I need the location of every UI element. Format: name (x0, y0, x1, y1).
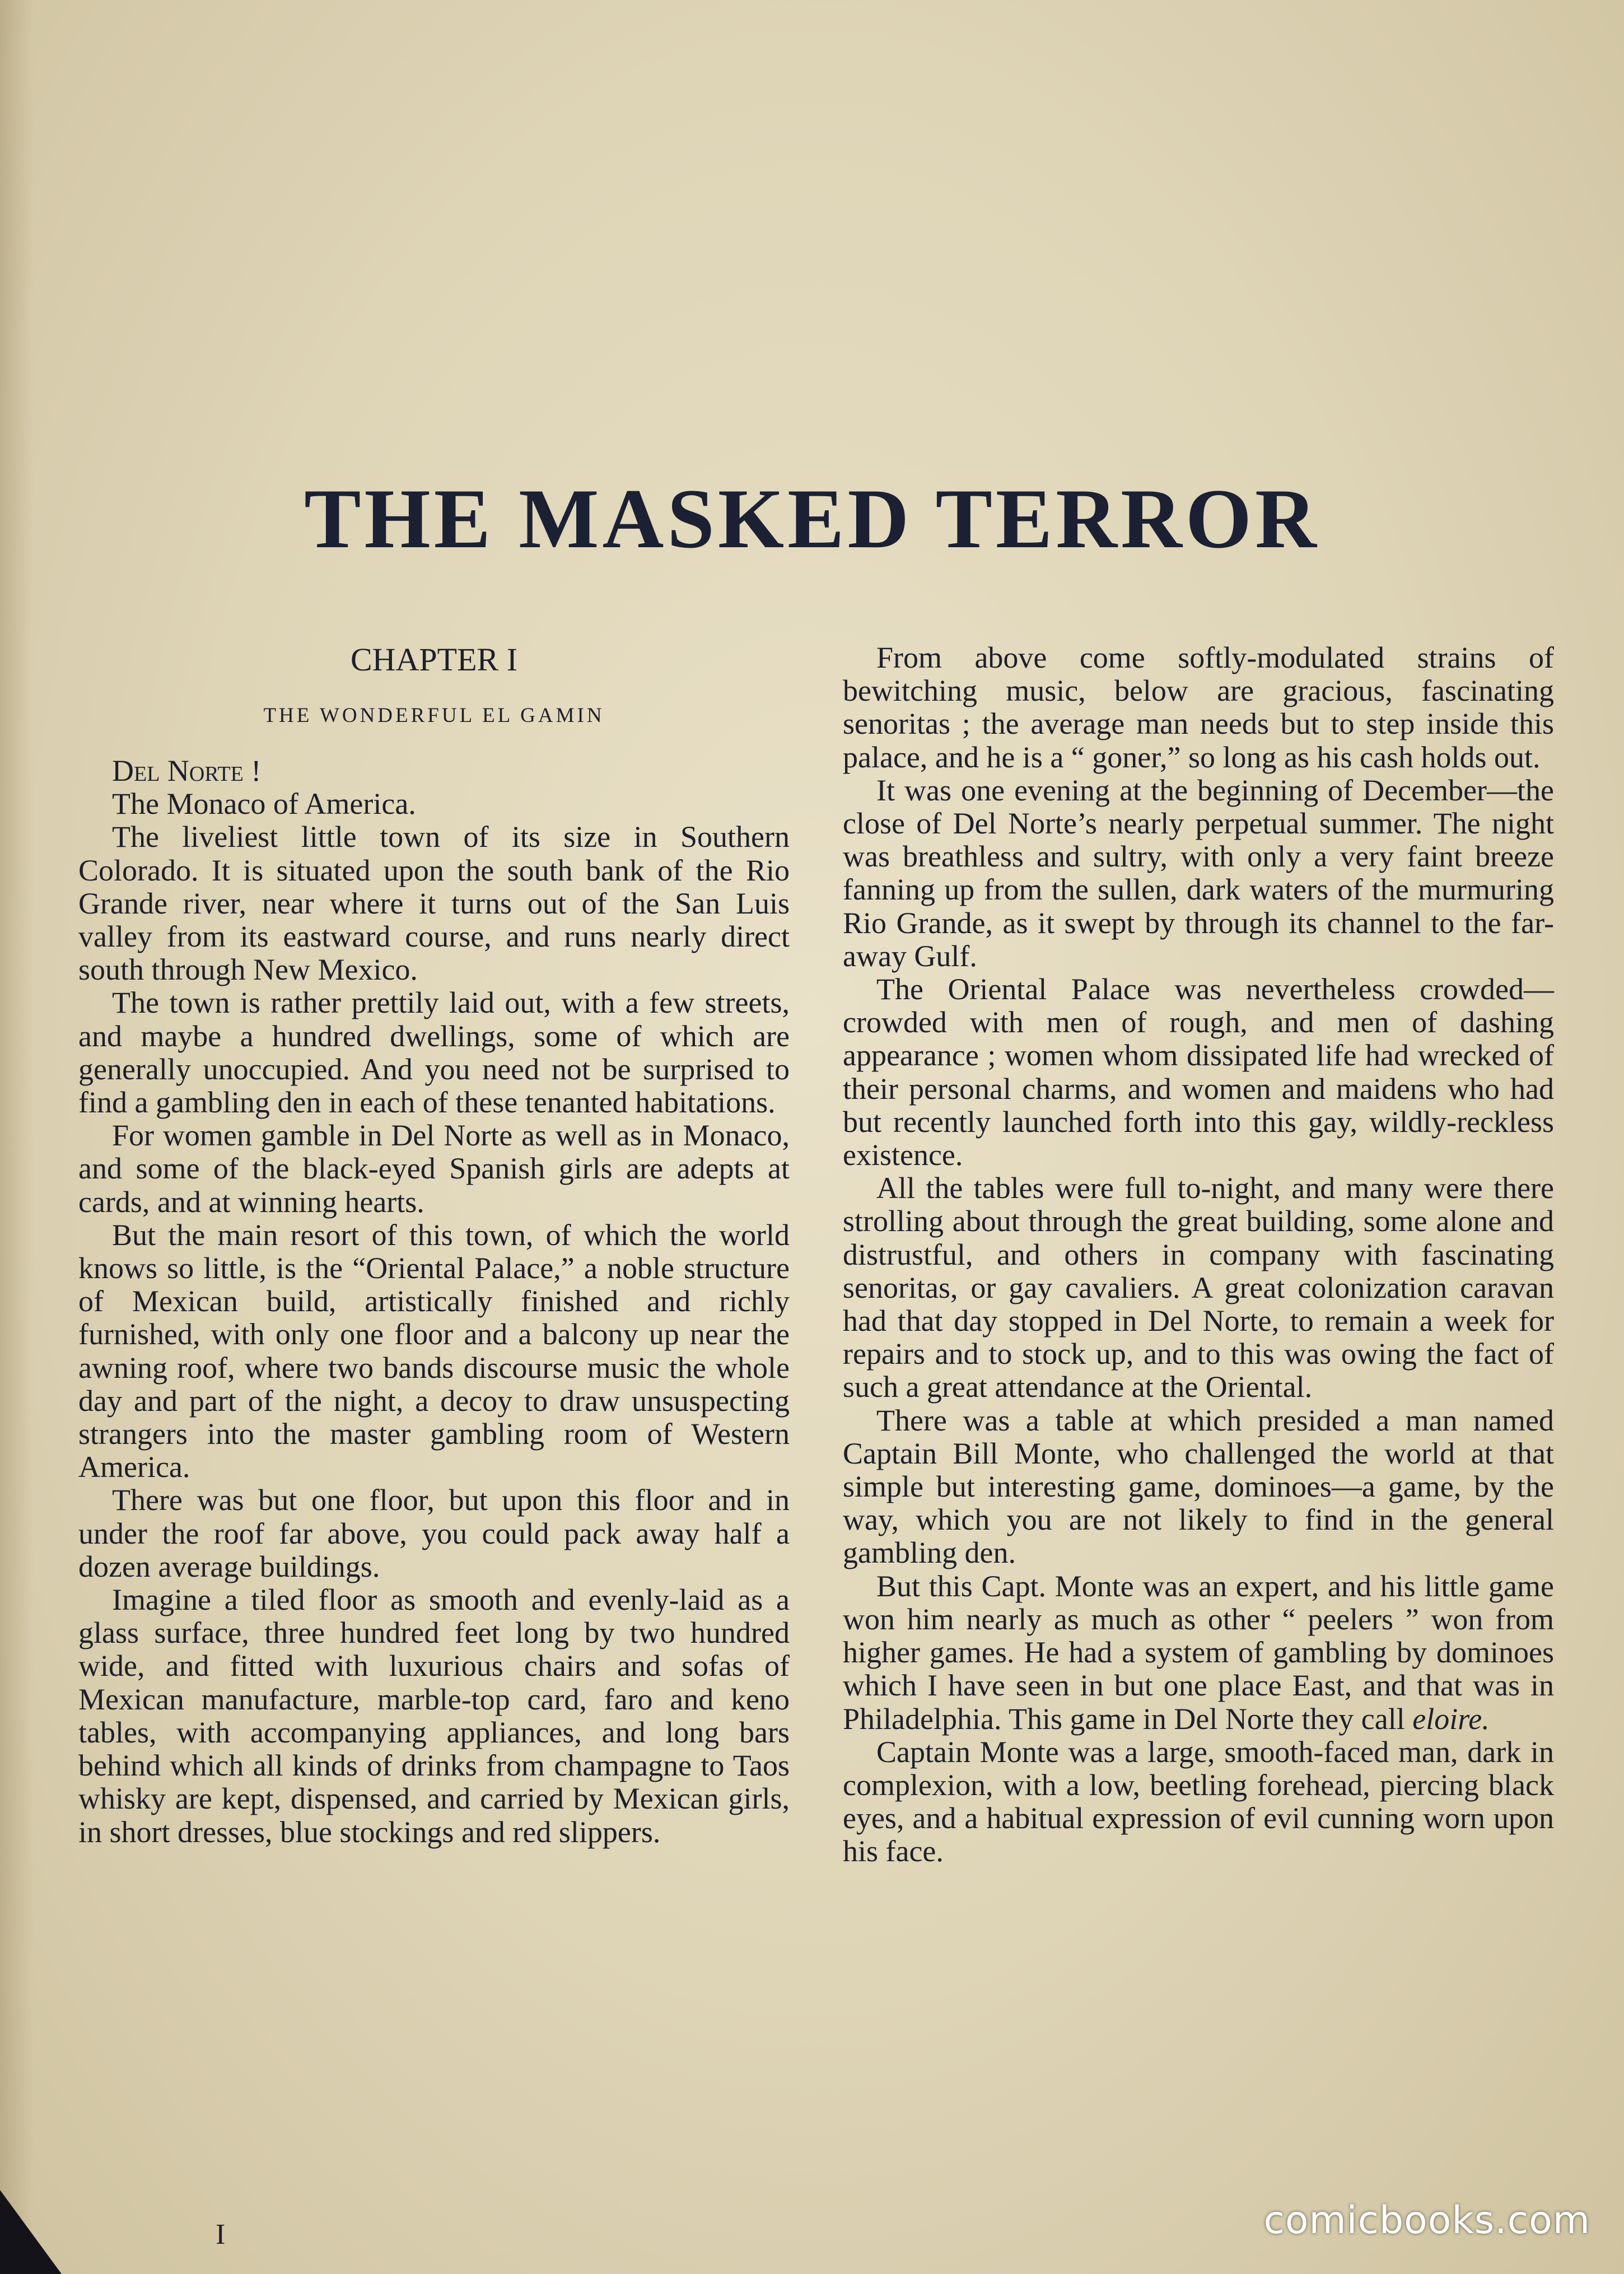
page-edge-shadow (0, 0, 34, 2274)
paragraph: From above come softly-modulated strains of bewitching music, below are gracious, fascinating senoritas ; the average man needs but to step inside this palace, and he is a “ goner,” so long as his cash holds out. (843, 641, 1554, 774)
italic-term: eloire. (1412, 1702, 1490, 1736)
chapter-subtitle: THE WONDERFUL EL GAMIN (263, 704, 605, 727)
page-number: I (216, 2219, 226, 2250)
paragraph (843, 1570, 1554, 1736)
paragraph: Imagine a tiled floor as smooth and evenly-laid as a glass surface, three hundred feet long by two hundred wide, and fitted with luxurious chairs and sofas of Mexican manufacture, marble-top card, faro and keno tables, with accompanying appliances, and long bars behind which all kinds of drinks from champagne to Taos whisky are kept, dispensed, and carried by Mexican girls, in short dresses, blue stockings and red slippers. (78, 1583, 790, 1849)
site-watermark: comicbooks.com (1263, 2198, 1590, 2243)
paragraph: The liveliest little town of its size in Southern Colorado. It is situated upon the south bank of the Rio Grande river, near where it turns out of the San Luis valley from its eastward course, and runs nearly direct south through New Mexico. (78, 820, 790, 987)
story-title: THE MASKED TERROR (304, 472, 1320, 566)
chapter-heading: CHAPTER I (350, 641, 518, 678)
paragraph: There was a table at which presided a man named Captain Bill Monte, who challenged the world at that simple but interesting game, dominoes—a game, by the way, which you are not likely to find in the general gambling den. (843, 1403, 1554, 1570)
paragraph: All the tables were full to-night, and many were there strolling about through the great building, some alone and distrustful, and others in company with fascinating senoritas, or gay cavaliers. A great colonization caravan had that day stopped in Del Norte, to remain a week for repairs and to stock up, and to this was owing the fact of such a great attendance at the Oriental. (843, 1171, 1554, 1404)
left-column (78, 641, 790, 1849)
paragraph: The town is rather prettily laid out, with a few streets, and maybe a hundred dwellings, some of which are generally unoccupied. And you need not be surprised to find a gambling den in each of these tenanted habitations. (78, 986, 790, 1120)
paragraph-text: But this Capt. Monte was an expert, and his little game won him nearly as much as other “ peelers ” won from higher games. He had a system of gambling by dominoes which I have seen in but one place East, and that was in Philadelphia. This game in Del Norte they call (843, 1569, 1554, 1736)
paragraph: Captain Monte was a large, smooth-faced man, dark in complexion, with a low, beetling forehead, piercing black eyes, and a habitual expression of evil cunning worn upon his face. (843, 1735, 1554, 1868)
paragraph: It was one evening at the beginning of December—the close of Del Norte’s nearly perpetual summer. The night was breathless and sultry, with only a very faint breeze fanning up from the sullen, dark waters of the murmuring Rio Grande, as it swept by through its channel to the far-away Gulf. (843, 773, 1554, 973)
paragraph: For women gamble in Del Norte as well as in Monaco, and some of the black-eyed Spanish girls are adepts at cards, and at winning hearts. (78, 1119, 790, 1219)
scan-corner (0, 2190, 62, 2274)
paragraph: Del Norte ! (112, 754, 262, 787)
paragraph: The Oriental Palace was nevertheless crowded—crowded with men of rough, and men of dashing appearance ; women whom dissipated life had wrecked of their personal charms, and women and maidens who had but recently launched forth into this gay, wildly-reckless existence. (843, 972, 1554, 1172)
right-column (843, 641, 1554, 1868)
paragraph: There was but one floor, but upon this floor and in under the roof far above, you could pack away half a dozen average buildings. (78, 1483, 790, 1583)
paragraph: The Monaco of America. (112, 787, 416, 821)
paragraph: But the main resort of this town, of which the world knows so little, is the “Oriental Palace,” a noble structure of Mexican build, artistically finished and richly furnished, with only one floor and a balcony up near the awning roof, where two bands discourse music the whole day and part of the night, a decoy to draw unsuspecting strangers into the master gambling room of Western America. (78, 1218, 790, 1484)
